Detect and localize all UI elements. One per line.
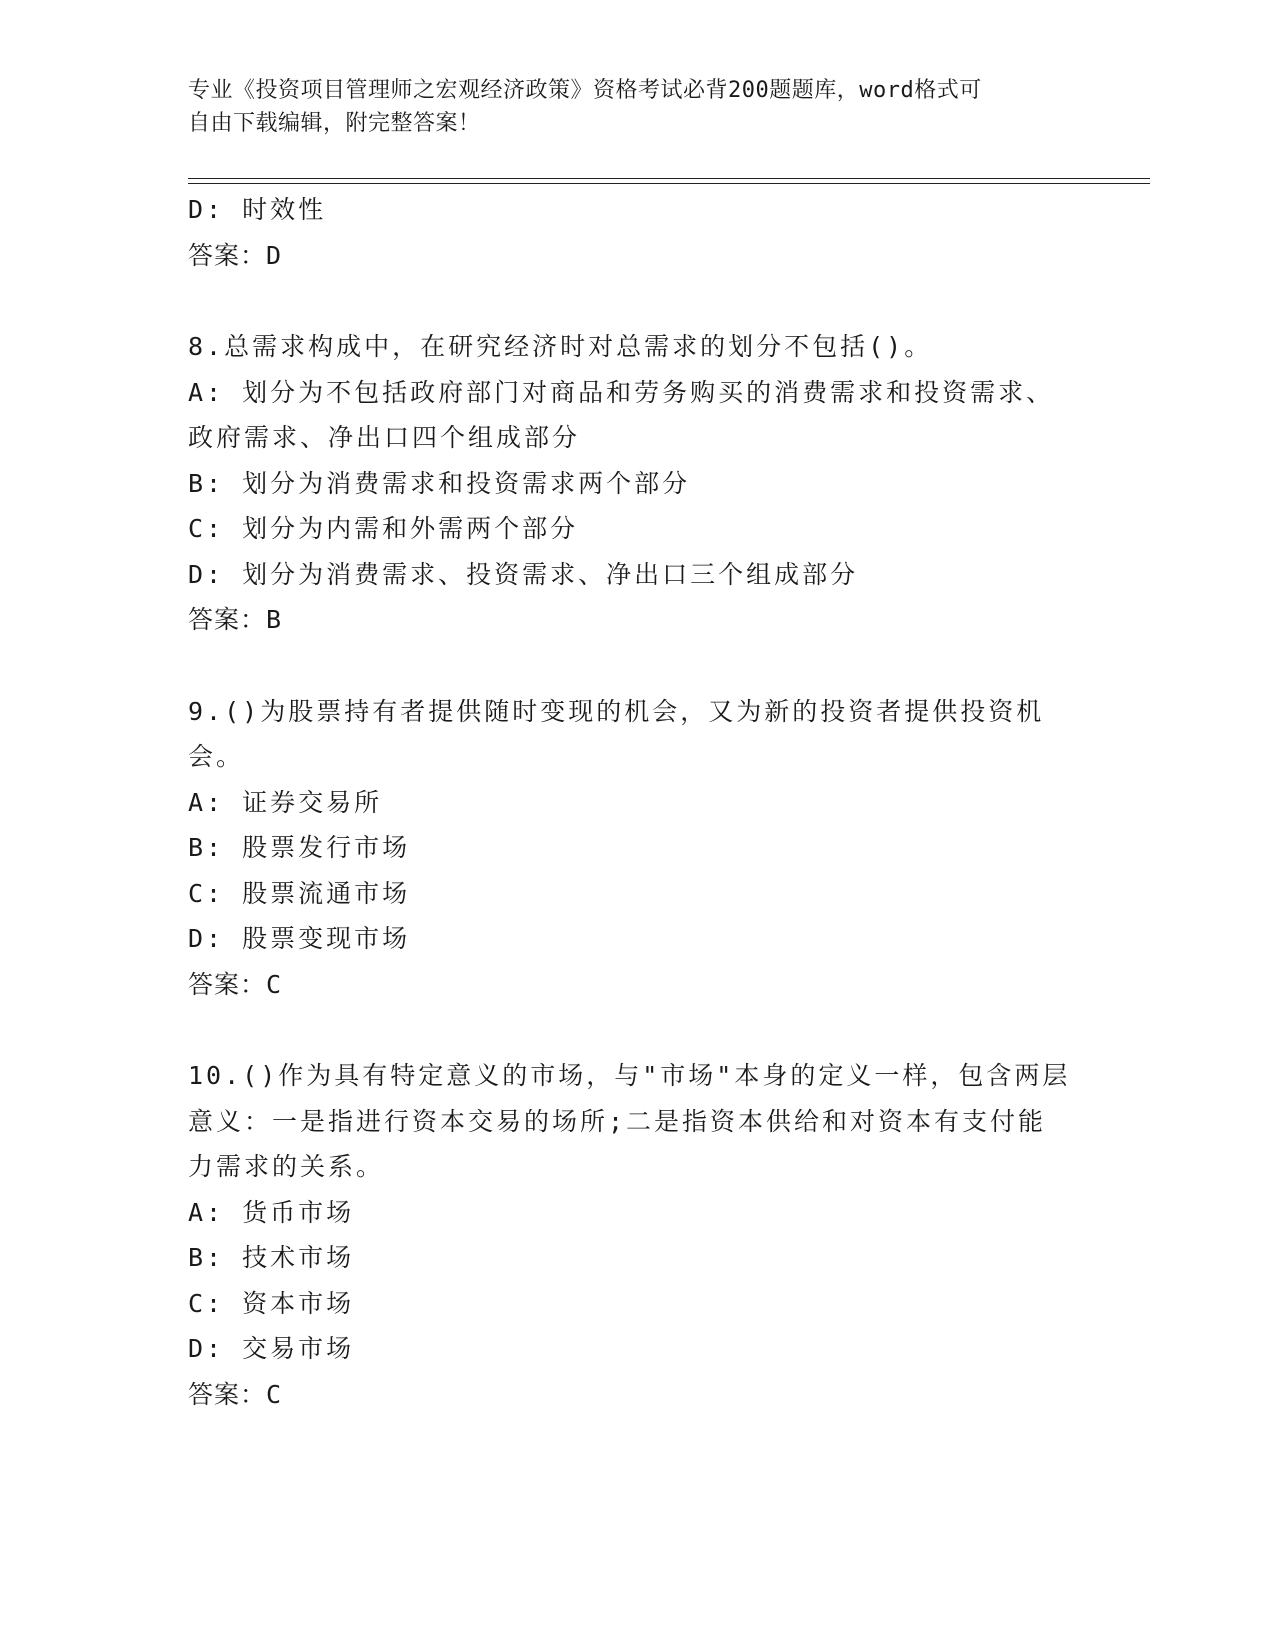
option-d: D: 划分为消费需求、投资需求、净出口三个组成部分 xyxy=(188,559,859,589)
header-double-rule xyxy=(188,178,1150,184)
option-c: C: 股票流通市场 xyxy=(188,878,411,908)
question-list xyxy=(188,187,1071,1417)
question-8 xyxy=(188,324,1068,643)
spacer xyxy=(188,1007,1068,1053)
option-c: C: 划分为内需和外需两个部分 xyxy=(188,514,579,543)
page-header xyxy=(188,74,1088,140)
option-b: B: 技术市场 xyxy=(188,1243,355,1272)
spacer xyxy=(188,643,1068,689)
question-stem: 9.()为股票持有者提供随时变现的机会，又为新的投资者提供投资机 xyxy=(188,696,1045,726)
answer-line: 答案：D xyxy=(188,240,283,270)
question-stem-continued: 会。 xyxy=(188,742,245,771)
option-a: A: 划分为不包括政府部门对商品和劳务购买的消费需求和投资需求、 xyxy=(188,377,1055,407)
answer-line: 答案：C xyxy=(188,1379,283,1409)
answer-line: 答案：B xyxy=(188,605,283,634)
question-9 xyxy=(188,689,1068,1008)
answer-line: 答案：C xyxy=(188,969,283,999)
question-10 xyxy=(188,1053,1071,1417)
option-a-continued: 政府需求、净出口四个组成部分 xyxy=(188,423,581,452)
question-stem-continued: 意义：一是指进行资本交易的场所;二是指资本供给和对资本有支付能 xyxy=(188,1106,1047,1136)
option-a: A: 证券交易所 xyxy=(188,787,383,817)
option-c: C: 资本市场 xyxy=(188,1288,355,1318)
option-b: B: 划分为消费需求和投资需求两个部分 xyxy=(188,468,691,498)
header-title-line-2: 自由下载编辑，附完整答案！ xyxy=(188,111,481,136)
question-stem: 8.总需求构成中，在研究经济时对总需求的划分不包括()。 xyxy=(188,332,933,361)
question-stem-continued: 力需求的关系。 xyxy=(188,1152,385,1181)
question-7-tail xyxy=(188,187,1068,278)
option-d: D: 时效性 xyxy=(188,195,327,224)
option-d: D: 交易市场 xyxy=(188,1334,355,1363)
question-stem: 10.()作为具有特定意义的市场，与"市场"本身的定义一样，包含两层 xyxy=(188,1061,1071,1090)
spacer xyxy=(188,278,1068,324)
option-b: B: 股票发行市场 xyxy=(188,833,411,862)
header-title-line-1: 专业《投资项目管理师之宏观经济政策》资格考试必背200题题库，word格式可 xyxy=(188,78,982,103)
option-d: D: 股票变现市场 xyxy=(188,924,411,953)
option-a: A: 货币市场 xyxy=(188,1197,355,1227)
